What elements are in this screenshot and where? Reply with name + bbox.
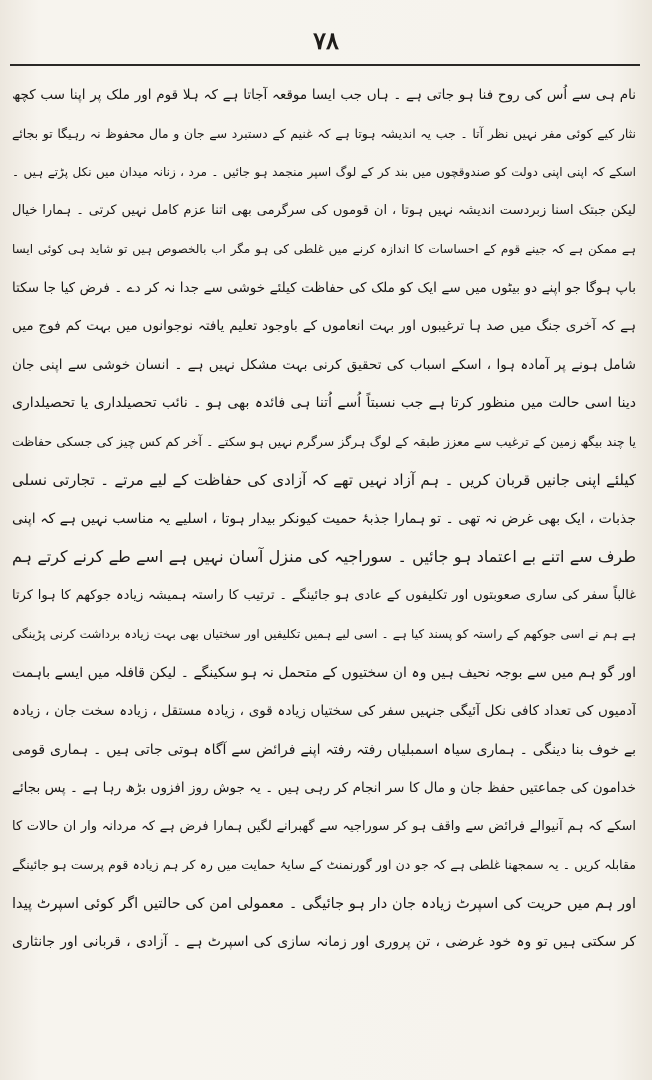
text-line: یا چند بیگھ زمین کے ترغیب سے معزز طبقہ کے لوگ ہرگز سرگرم نہیں ہو سکتے ۔ آخر کم کس چیز کی جسکی حفاظت bbox=[12, 433, 636, 449]
text-line: اسکے کہ ہم آنیوالے فرائض سے واقف ہو کر سوراجیہ سے گھبرانے لگیں ہمارا فرض ہے کہ مردانہ وار ان حالات کا bbox=[12, 818, 636, 834]
text-line: دینا اسی حالت میں منظور کرتا ہے جب نسبتاً اُسے اُتنا ہی فائدہ بھی ہو ۔ نائب تحصیلداری یا تحصیلداری bbox=[12, 395, 636, 411]
text-line: کر سکتی ہیں تو وہ خود غرضی ، تن پروری اور زمانہ سازی کی اسپرٹ ہے ۔ آزادی ، قربانی اور جانثاری bbox=[12, 934, 636, 950]
text-line: غالباً سفر کی ساری صعوبتوں اور تکلیفوں کے عادی ہو جائینگے ۔ ترتیب کا راستہ ہمیشہ زیادہ جوکھم کا ہوا کرتا bbox=[12, 587, 636, 603]
text-line: ہے کہ آخری جنگ میں صد ہا ترغیبوں اور بہت انعاموں کے باوجود تعلیم یافتہ نوجوانوں میں بہت کم فوج میں bbox=[12, 318, 636, 334]
text-line: خدامون کی جماعتیں حفظ جان و مال کا سر انجام کر رہی ہیں ۔ یہ جوش روز افزوں بڑھ رہا ہے ۔ پس بجائے bbox=[12, 780, 636, 796]
header-rule bbox=[10, 64, 640, 66]
page-number: ۷۸ bbox=[313, 26, 339, 55]
text-line: بے خوف بنا دینگی ۔ ہماری سیاہ اسمبلیاں رفتہ رفتہ اپنے فرائض سے آگاہ ہوتی جاتی ہیں ۔ ہماری قومی bbox=[12, 741, 636, 758]
text-line: شامل ہونے پر آمادہ ہوا ، اسکے اسباب کی تحقیق کرنی بہت مشکل نہیں ہے ۔ انسان خوشی سے اپنی جان bbox=[12, 356, 636, 373]
text-line: لیکن جبتک اسنا زبردست اندیشہ نہیں ہوتا ، ان قوموں کی سرگرمی بھی اتنا عزم کامل نہیں کرتی ۔ ہمارا خیال bbox=[12, 202, 636, 218]
text-line: اور گو ہم میں سے بوجہ نحیف ہیں وہ ان سختیوں کے متحمل نہ ہو سکینگے ۔ لیکن قافلہ میں ایسے باہمت bbox=[12, 664, 636, 681]
text-line: اسکے کہ اپنی اپنی دولت کو صندوقچوں میں بند کر کے لوگ اسپر منجمد ہو جائیں ۔ مرد ، زنانہ میدان میں نکل پڑتے ہیں ۔ bbox=[12, 165, 636, 179]
text-line: ہے ممکن ہے کہ جینے قوم کے احساسات کا اندازہ کرنے میں غلطی کی ہو مگر اب بالخصوص ہیں تو شاید ہی کوئی ایسا bbox=[12, 242, 636, 256]
text-line: باپ ہوگا جو اپنے دو بیٹوں میں سے ایک کو ملک کی حفاظت کیلئے خوشی سے جدا نہ کر دے ۔ فرض کیا جا سکتا bbox=[12, 279, 636, 296]
text-line: آدمیوں کی تعداد کافی نکل آئیگی جنہیں سفر کی سختیاں زیادہ قوی ، زیادہ مستقل ، زیادہ سخت جان ، زیادہ bbox=[12, 703, 636, 719]
text-line: نام ہی سے اُس کی روح فنا ہو جاتی ہے ۔ ہاں جب ایسا موقعہ آجاتا ہے کہ ہلا قوم اور ملک پر اپنا سب کچھ bbox=[12, 87, 636, 103]
text-line: ہے ہم نے اسی جوکھم کے راستہ کو پسند کیا ہے ۔ اسی لیے ہمیں تکلیفیں اور سختیاں بھی بہت زیادہ برداشت کرنی پڑینگی bbox=[12, 627, 636, 641]
text-line: مقابلہ کریں ۔ یہ سمجھنا غلطی ہے کہ جو دن اور گورنمنٹ کے سایۂ حمایت میں رہ کر ہم زیادہ قوم پرست ہو جائینگے bbox=[12, 857, 636, 872]
text-line: نثار کیے کوئی مفر نہیں نظر آتا ۔ جب یہ اندیشہ ہوتا ہے کہ غنیم کے دستبرد سے جان و مال محفوظ نہ رہیگا تو بجائے bbox=[12, 125, 636, 141]
text-line: جذبات ، ایک بھی غرض نہ تھی ۔ تو ہمارا جذبۂ حمیت کیونکر بیدار ہوتا ، اسلیے یہ مناسب نہیں ہے کہ اپنی bbox=[12, 510, 636, 527]
text-line: اور ہم میں حریت کی اسپرٹ زیادہ جان دار ہو جائیگی ۔ معمولی امن کی حالتیں اگر کوئی اسپرٹ پیدا bbox=[12, 895, 636, 912]
text-line: طرف سے اتنے بے اعتماد ہو جائیں ۔ سوراجیہ کی منزل آسان نہیں ہے اسے طے کرنے کرتے ہم bbox=[12, 547, 636, 566]
text-line: کیلئے اپنی جانیں قربان کریں ۔ ہم آزاد نہیں تھے کہ آزادی کی حفاظت کے لیے مرتے ۔ تجارتی نسلی bbox=[12, 471, 636, 489]
body-text bbox=[12, 76, 636, 962]
